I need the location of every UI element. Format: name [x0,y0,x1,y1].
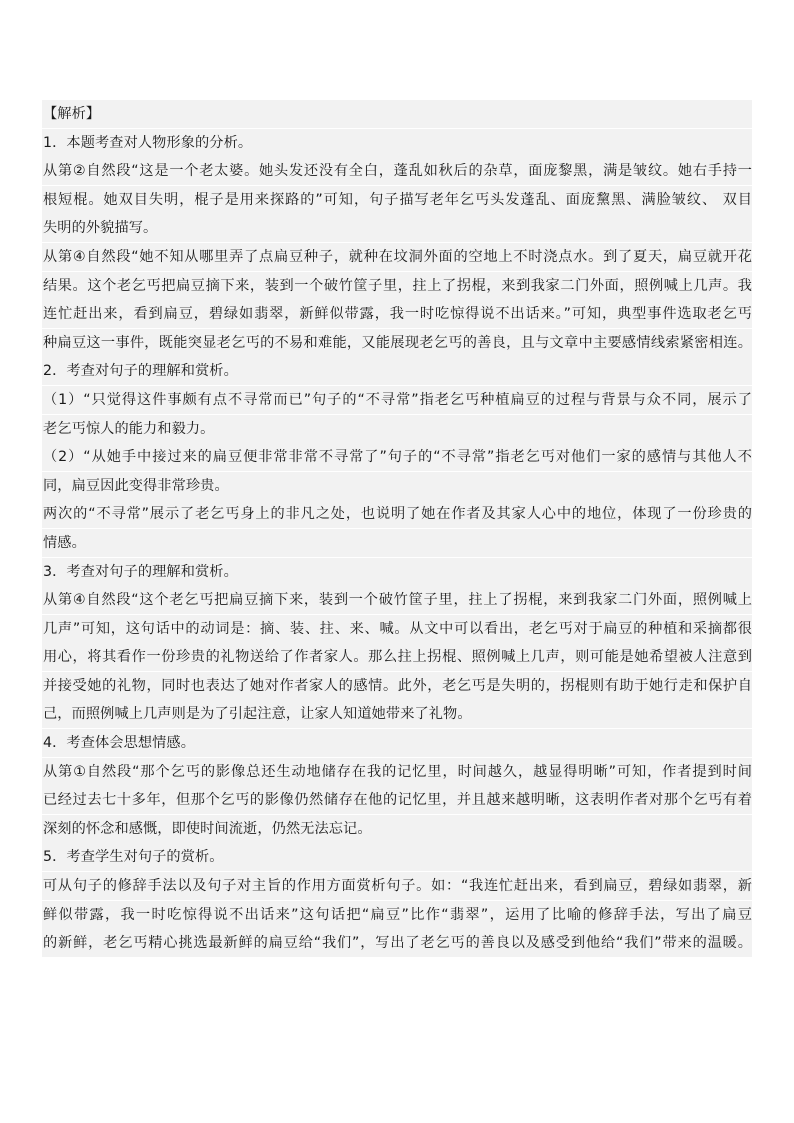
question-3-heading: 3．考查对句子的理解和赏析。 [42,558,752,586]
analysis-heading: 【解析】 [42,100,752,128]
paragraph-line: 已经过去七十多年，但那个乞丐的影像仍然储存在他的记忆里，并且越来越明晰，这表明作者对那个乞丐有着 [42,786,752,814]
paragraph-line: 同，扁豆因此变得非常珍贵。 [42,472,752,500]
paragraph-line: （1）“只觉得这件事颇有点不寻常而已”句子的“不寻常”指老乞丐种植扁豆的过程与背景与众不同，展示了 [42,386,752,414]
paragraph-line: 几声”可知，这句话中的动词是：摘、装、拄、来、喊。从文中可以看出，老乞丐对于扁豆的种植和采摘都很 [42,615,752,643]
question-4-heading: 4．考查体会思想情感。 [42,729,752,757]
paragraph-line: 己，而照例喊上几声则是为了引起注意，让家人知道她带来了礼物。 [42,700,752,728]
paragraph-line: 连忙赶出来，看到扁豆，碧绿如翡翠，新鲜似带露，我一时吃惊得说不出话来。”可知，典型事件选取老乞丐 [42,300,752,328]
paragraph-line: 并接受她的礼物，同时也表达了她对作者家人的感情。此外，老乞丐是失明的，拐棍则有助于她行走和保护自 [42,672,752,700]
paragraph-line: 鲜似带露，我一时吃惊得说不出话来”这句话把“扁豆”比作“翡翠”，运用了比喻的修辞手法，写出了扁豆 [42,901,752,929]
paragraph-line: （2）“从她手中接过来的扁豆便非常非常不寻常了”句子的“不寻常”指老乞丐对他们一家的感情与其他人不 [42,443,752,471]
paragraph-line: 失明的外貌描写。 [42,214,752,242]
paragraph-line: 可从句子的修辞手法以及句子对主旨的作用方面赏析句子。如：“我连忙赶出来，看到扁豆，碧绿如翡翠，新 [42,872,752,900]
question-5-heading: 5．考查学生对句子的赏析。 [42,843,752,871]
paragraph-line: 结果。这个老乞丐把扁豆摘下来，装到一个破竹筐子里，拄上了拐棍，来到我家二门外面，照例喊上几声。我 [42,272,752,300]
question-1-heading: 1．本题考查对人物形象的分析。 [42,129,752,157]
paragraph-line: 从第④自然段“这个老乞丐把扁豆摘下来，装到一个破竹筐子里，拄上了拐棍，来到我家二门外面，照例喊上 [42,586,752,614]
paragraph-line: 从第①自然段“那个乞丐的影像总还生动地储存在我的记忆里，时间越久，越显得明晰”可知，作者提到时间 [42,758,752,786]
paragraph-line: 从第②自然段“这是一个老太婆。她头发还没有全白，蓬乱如秋后的杂草，面庞黎黑，满是皱纹。她右手持一 [42,157,752,185]
paragraph-line: 的新鲜，老乞丐精心挑选最新鲜的扁豆给“我们”，写出了老乞丐的善良以及感受到他给“我们”带来的温暖。 [42,929,752,957]
paragraph-line: 种扁豆这一事件，既能突显老乞丐的不易和难能，又能展现老乞丐的善良，且与文章中主要感情线索紧密相连。 [42,329,752,357]
paragraph-line: 深刻的怀念和感慨，即使时间流逝，仍然无法忘记。 [42,815,752,843]
paragraph-line: 从第④自然段“她不知从哪里弄了点扁豆种子，就种在坟洞外面的空地上不时浇点水。到了夏天，扁豆就开花 [42,243,752,271]
paragraph-line: 两次的“不寻常”展示了老乞丐身上的非凡之处，也说明了她在作者及其家人心中的地位，体现了一份珍贵的 [42,500,752,528]
paragraph-line: 根短棍。她双目失明，棍子是用来探路的”可知，句子描写老年乞丐头发蓬乱、面庞黧黑、满脸皱纹、 双目 [42,186,752,214]
paragraph-line: 老乞丐惊人的能力和毅力。 [42,415,752,443]
paragraph-line: 用心，将其看作一份珍贵的礼物送给了作者家人。那么拄上拐棍、照例喊上几声，则可能是她希望被人注意到 [42,643,752,671]
paragraph-line: 情感。 [42,529,752,557]
question-2-heading: 2．考查对句子的理解和赏析。 [42,357,752,385]
analysis-section [42,100,752,958]
